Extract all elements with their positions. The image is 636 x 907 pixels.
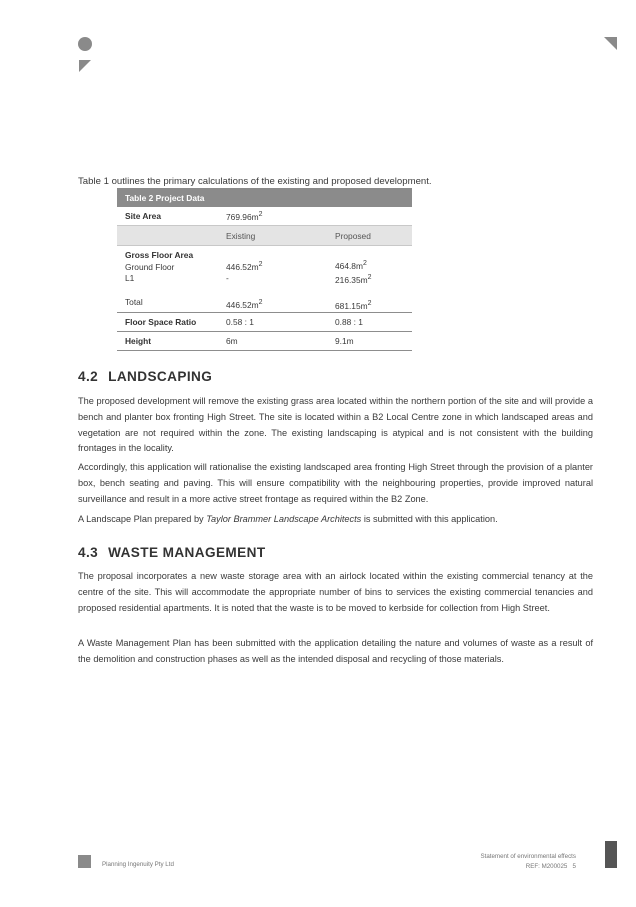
- footer-bar-mark: [605, 841, 617, 868]
- height-proposed: 9.1m: [327, 332, 412, 351]
- fsr-proposed: 0.88 : 1: [327, 313, 412, 332]
- intro-text: Table 1 outlines the primary calculations of the existing and proposed development.: [78, 175, 432, 187]
- table-header-row: [117, 226, 412, 246]
- table-caption-row: [117, 188, 412, 207]
- page-number: 5: [572, 863, 576, 870]
- ground-floor-proposed: $464.8m^2$: [335, 259, 367, 271]
- landscaping-paragraph-3: A Landscape Plan prepared by Taylor Brammer Landscape Architects is submitted with this application.: [78, 514, 498, 524]
- footer-company: Planning Ingenuity Pty Ltd: [102, 861, 174, 868]
- table-row: [117, 246, 412, 313]
- footer-square-mark: [78, 855, 91, 868]
- l1-label: L1: [125, 273, 135, 284]
- l1-proposed: $216.35m^2$: [335, 273, 372, 285]
- fsr-label: Floor Space Ratio: [117, 313, 218, 332]
- waste-paragraph-1: The proposal incorporates a new waste storage area with an airlock located within the existing commercial tenancy at the centre of the site. This will accommodate the appropriate number of bins to services the existing commercial tenancies and proposed residential apartments. It is noted that the waste is to be moved to kerbside for collection from High Street.: [78, 571, 593, 613]
- site-area-value: $769.96m^2$: [218, 207, 327, 226]
- total-proposed: $681.15m^2$: [335, 299, 372, 311]
- col-existing-header: Existing: [218, 226, 327, 246]
- ground-floor-existing: $446.52m^2$: [226, 260, 263, 272]
- ground-floor-label: Ground Floor: [125, 261, 175, 272]
- landscaping-paragraph-2: Accordingly, this application will rationalise the existing landscaped area fronting High Street through the provision of a planter box, bench seating and paving. This will ensure compatibility with the neighbouring properties, provide improved natural surveillance and result in a more active street frontage as required within the B2 Zone.: [78, 462, 593, 504]
- project-data-table: [117, 188, 412, 351]
- gfa-label: Gross Floor Area: [125, 250, 194, 261]
- site-area-label: Site Area: [117, 207, 218, 226]
- total-label: Total: [125, 296, 143, 307]
- footer-document-info: [470, 852, 576, 872]
- col-proposed-header: Proposed: [327, 226, 412, 246]
- landscaping-paragraph-1: The proposed development will remove the existing grass area located within the northern portion of the site and will provide a bench and planter box fronting High Street. The site is located within a B2 Local Centre zone in which landscaped areas and vegetation are not required within the zone. The existing landscaping is atypical and is not consistent with the building frontages in the locality.: [78, 396, 593, 454]
- waste-paragraph-2: A Waste Management Plan has been submitted with the application detailing the nature and volumes of waste as a result of the demolition and construction phases as well as the intended disposal and recycling of those materials.: [78, 638, 593, 664]
- height-label: Height: [117, 332, 218, 351]
- table-row: [117, 207, 412, 226]
- total-existing: $446.52m^2$: [226, 298, 263, 310]
- header-corner-mark: [604, 37, 617, 50]
- l1-existing: -: [226, 273, 229, 284]
- table-row: [117, 332, 412, 351]
- header-circle-mark: [78, 37, 92, 51]
- table-row: [117, 313, 412, 332]
- footer-doc-title: Statement of environmental effects: [480, 853, 576, 860]
- fsr-existing: 0.58 : 1: [218, 313, 327, 332]
- table-caption: Table 2 Project Data: [117, 188, 412, 207]
- section-heading-waste: 4.3 WASTE MANAGEMENT: [78, 545, 266, 560]
- section-heading-landscaping: 4.2 LANDSCAPING: [78, 369, 213, 384]
- height-existing: 6m: [218, 332, 327, 351]
- header-triangle-mark: [79, 60, 91, 72]
- footer-ref: REF: M200025: [525, 863, 568, 870]
